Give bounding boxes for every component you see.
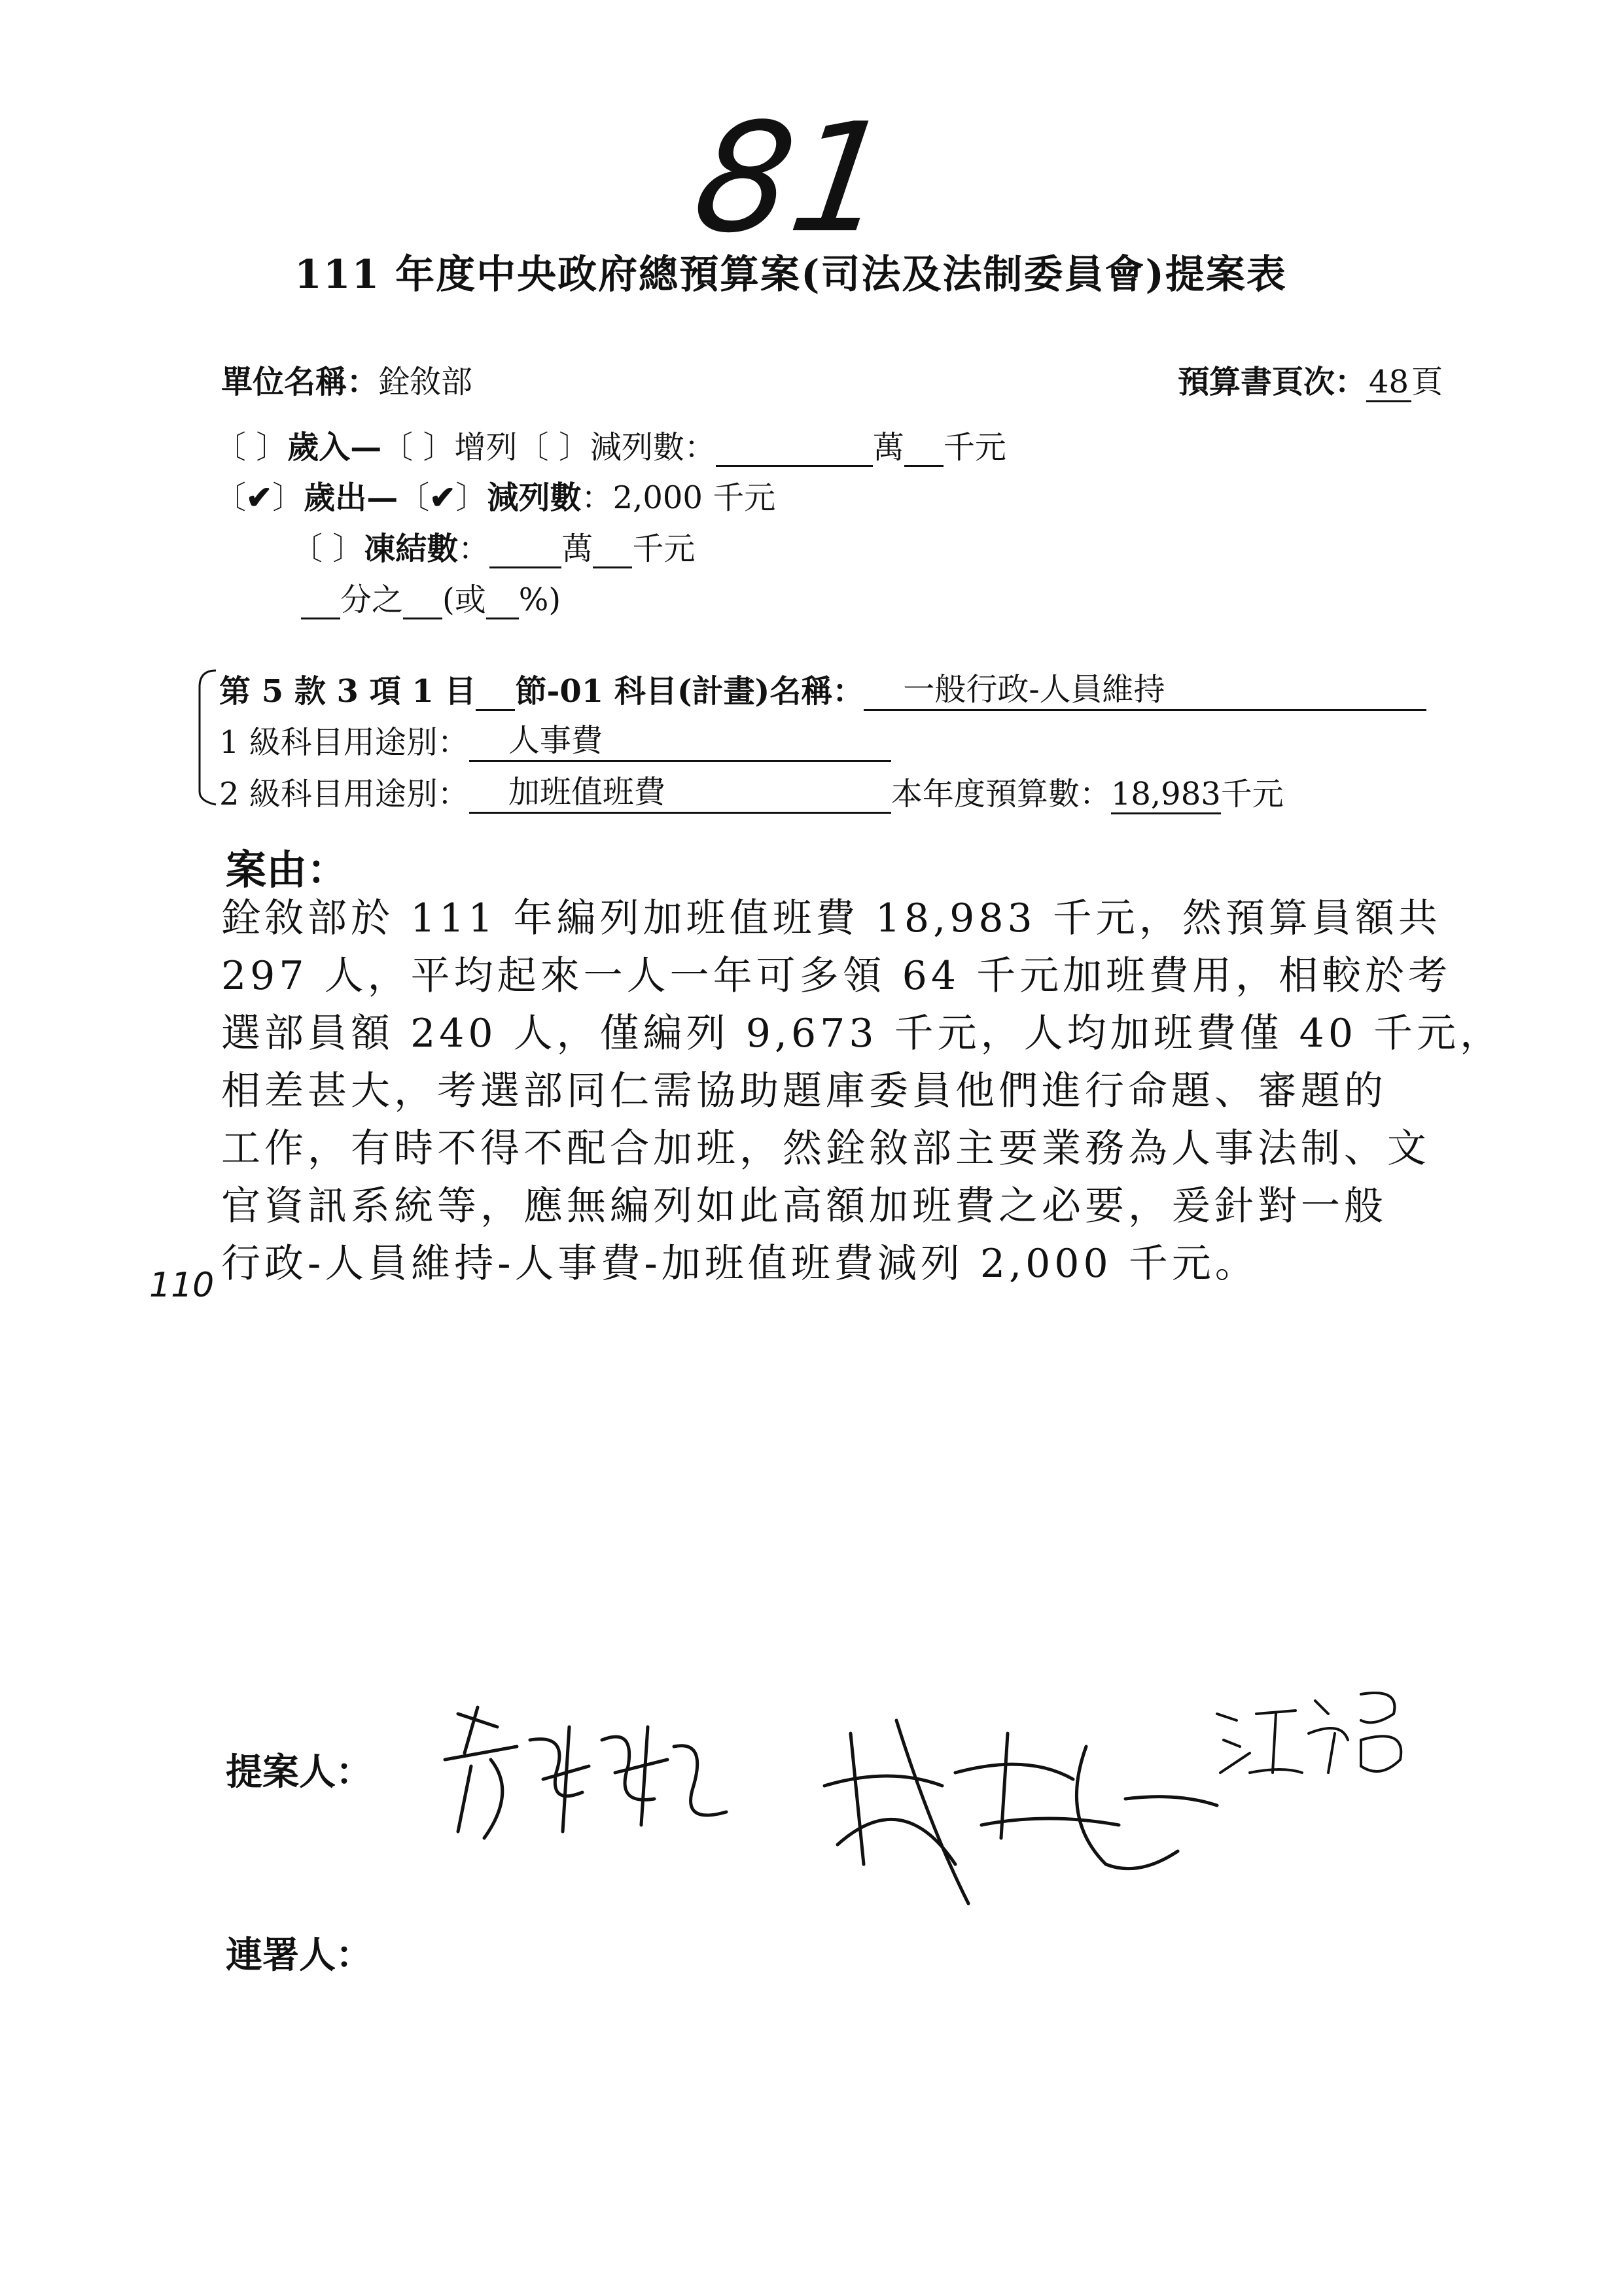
freeze-colon: ： [458,531,490,567]
fraction-label: 分之 [340,582,404,618]
form-title: 111 年度中央政府總預算案(司法及法制委員會)提案表 [294,252,1287,298]
freeze-wan-unit: 萬 [561,531,593,567]
unit-value: 銓敘部 [378,364,473,400]
expense-decrease-value: ：2,000 千元 [581,479,776,516]
account-prefix: 第 5 款 3 項 1 目 [219,673,476,710]
decrease-label: 減列數： [590,429,716,466]
reason-line: 297 人，平均起來一人一年可多領 64 千元加班費用，相較於考 [221,953,1452,999]
freeze-line [291,523,695,568]
freeze-wan-blank[interactable] [489,534,561,568]
expense-label: 歲出— [304,479,398,516]
revenue-wan-unit: 萬 [872,429,904,466]
revenue-qian-unit: 千元 [943,429,1006,466]
budget-page-suffix: 頁 [1411,364,1443,400]
freeze-qian-blank[interactable] [593,534,632,568]
reason-heading: 案由： [226,846,348,894]
handwritten-page-number: 81 [684,92,901,266]
account-section-blank[interactable] [476,676,515,711]
fraction-numerator-blank[interactable] [403,585,442,619]
signature-3 [1210,1675,1426,1779]
increase-checkbox[interactable]: 〔 〕 [381,429,455,466]
expense-decrease-checkbox-close: 〕 [455,479,487,516]
check-icon[interactable]: ✔ [429,479,456,516]
budget-page-value: 48 [1366,364,1411,402]
level2-value: 加班值班費 [469,767,891,814]
reason-line: 工作，有時不得不配合加班，然銓敘部主要業務為人事法制、文 [221,1126,1430,1172]
freeze-label: 凍結數 [364,531,459,567]
expense-checkbox-close: 〕 [272,479,304,516]
unit-row [221,357,472,402]
increase-label: 增列 [454,429,518,466]
level1-value: 人事費 [469,715,891,762]
signature-2 [811,1694,1237,1923]
budget-page-label: 預算書頁次： [1178,364,1367,400]
expense-checkbox-open: 〔 [215,479,247,516]
margin-note: 110 [149,1266,215,1305]
reason-line: 選部員額 240 人，僅編列 9,673 千元，人均加班費僅 40 千元， [221,1011,1504,1056]
reason-line: 行政-人員維持-人事費-加班值班費減列 2,000 千元。 [221,1241,1258,1287]
fraction-percent-blank[interactable] [486,585,519,619]
level2-label: 2 級科目用途別： [219,776,469,812]
account-jie-label: 節-01 科目(計畫)名稱： [515,673,864,710]
revenue-qian-blank[interactable] [904,432,944,467]
reason-line: 相差甚大，考選部同仁需協助題庫委員他們進行命題、審題的 [221,1068,1387,1114]
account-line-3 [219,767,1284,814]
freeze-qian-unit: 千元 [632,531,696,567]
account-line-1 [219,664,1426,711]
account-name: 一般行政-人員維持 [864,664,1426,711]
decrease-checkbox[interactable]: 〔 〕 [517,429,590,466]
reason-line: 銓敘部於 111 年編列加班值班費 18,983 千元，然預算員額共 [221,896,1441,941]
expense-line [215,472,775,517]
check-icon[interactable]: ✔ [246,479,273,516]
proposer-label: 提案人： [226,1750,372,1794]
revenue-wan-blank[interactable] [716,432,873,467]
revenue-checkbox[interactable]: 〔 〕 [215,429,288,466]
reason-line: 官資訊系統等，應無編列如此高額加班費之必要，爰針對一般 [221,1183,1387,1229]
annual-budget-label: 本年度預算數： [891,776,1111,812]
signature-1 [419,1701,759,1851]
fraction-open: (或 [442,582,486,618]
annual-budget-unit: 千元 [1220,776,1284,812]
revenue-label: 歲入— [287,429,382,466]
fraction-line [301,574,561,619]
revenue-line [215,422,1006,467]
budget-page-row [1178,357,1443,402]
expense-decrease-label: 減列數 [487,479,582,516]
account-line-2 [219,715,891,762]
expense-decrease-checkbox-open: 〔 [398,479,430,516]
freeze-checkbox[interactable]: 〔 〕 [291,531,364,567]
cosigner-label: 連署人： [226,1934,372,1977]
reason-body [221,890,1504,1293]
annual-budget-value: 18,983 [1111,776,1221,814]
fraction-close: %) [518,582,561,618]
fraction-denominator-blank[interactable] [301,585,340,619]
unit-label: 單位名稱： [221,364,379,400]
account-bracket [190,667,222,811]
level1-label: 1 級科目用途別： [219,724,469,761]
